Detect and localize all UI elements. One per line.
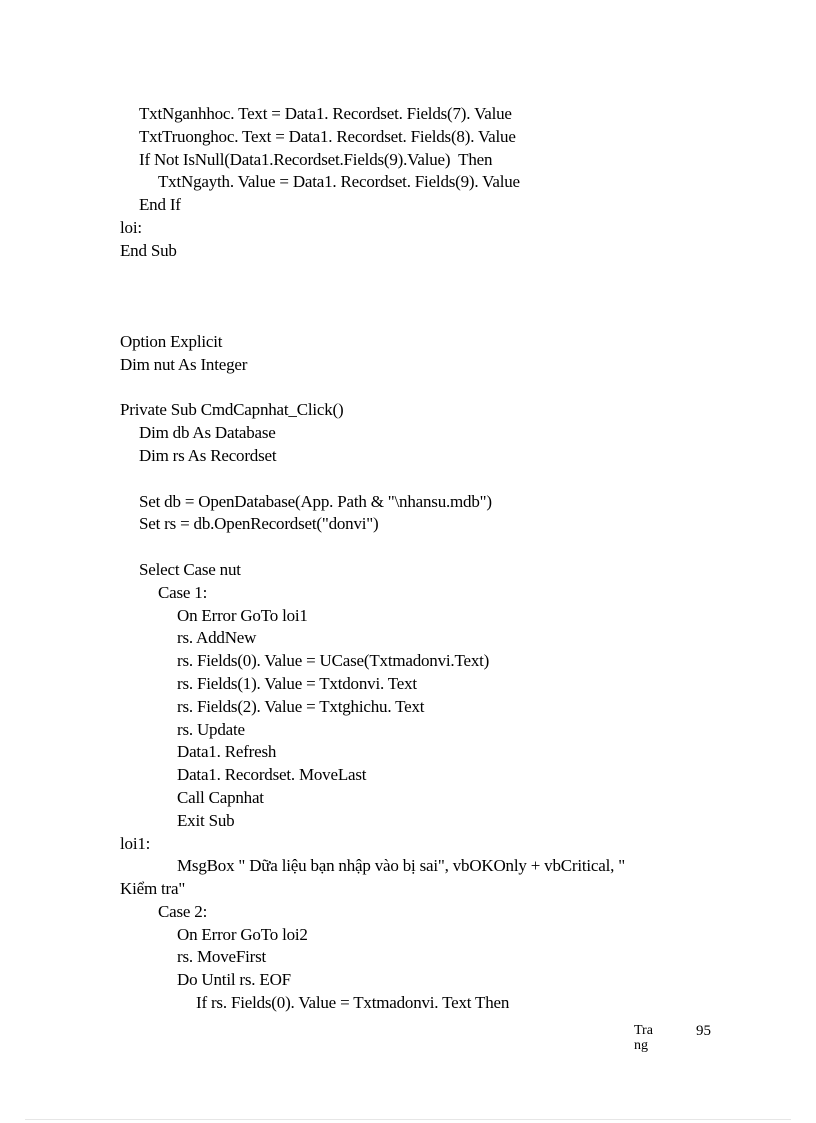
code-line: On Error GoTo loi1 [177,605,308,625]
code-line: Dim db As Database [139,423,276,443]
code-line: End If [139,195,181,215]
code-line: rs. Update [177,719,245,739]
code-listing [120,103,720,1015]
code-line: Option Explicit [120,331,223,351]
code-line: Set rs = db.OpenRecordset("donvi") [139,514,379,534]
code-line: Data1. Recordset. MoveLast [177,765,367,785]
code-line: Case 2: [158,901,208,921]
code-line [120,536,720,559]
code-line: Exit Sub [177,810,235,830]
code-line [120,308,720,331]
code-line: rs. Fields(1). Value = Txtdonvi. Text [177,673,417,693]
code-line: If Not IsNull(Data1.Recordset.Fields(9).Value) Then [139,149,493,169]
code-line: Data1. Refresh [177,742,277,762]
code-line [120,377,720,400]
code-line: Dim nut As Integer [120,354,248,374]
code-line: On Error GoTo loi2 [177,924,308,944]
code-line: loi: [120,217,142,237]
code-line: rs. AddNew [177,628,257,648]
code-line: End Sub [120,240,177,260]
code-line: Set db = OpenDatabase(App. Path & "\nhansu.mdb") [139,491,492,511]
code-line [120,263,720,286]
code-line: MsgBox " Dữa liệu bạn nhập vào bị sai", vbOKOnly + vbCritical, " [177,856,625,876]
code-line: loi1: [120,833,151,853]
page-label: Trang [634,1023,653,1053]
bottom-divider [25,1119,791,1120]
code-line [120,285,720,308]
code-line: Kiểm tra" [120,879,186,899]
page-number: 95 [696,1023,711,1039]
code-line: TxtNgayth. Value = Data1. Recordset. Fields(9). Value [158,172,520,192]
code-line: Dim rs As Recordset [139,445,277,465]
code-line: Do Until rs. EOF [177,970,291,990]
code-line: rs. Fields(2). Value = Txtghichu. Text [177,696,425,716]
code-line: Call Capnhat [177,787,264,807]
code-line: TxtTruonghoc. Text = Data1. Recordset. Fields(8). Value [139,126,516,146]
code-line: rs. Fields(0). Value = UCase(Txtmadonvi.Text) [177,651,490,671]
code-line: If rs. Fields(0). Value = Txtmadonvi. Text Then [196,993,510,1013]
code-line: Private Sub CmdCapnhat_Click() [120,400,344,420]
code-line: Select Case nut [139,559,241,579]
code-line [120,468,720,491]
page-footer [634,1023,734,1063]
code-line: TxtNganhhoc. Text = Data1. Recordset. Fields(7). Value [139,104,512,123]
code-line: Case 1: [158,582,208,602]
code-line: rs. MoveFirst [177,947,267,967]
